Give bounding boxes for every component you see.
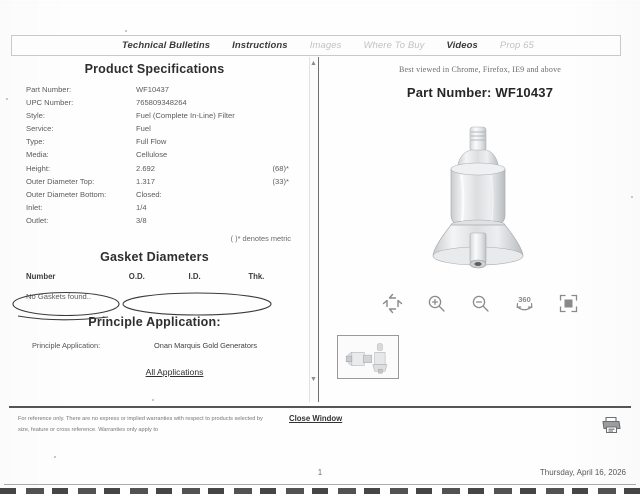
- close-window-link[interactable]: Close Window: [289, 414, 343, 423]
- spec-metric: (33)*: [272, 176, 289, 186]
- application-value[interactable]: Onan Marquis Gold Generators: [154, 341, 258, 351]
- browser-compatibility-note: Best viewed in Chrome, Firefox, IE9 and above: [398, 65, 562, 74]
- principle-application-title: Principle Application:: [88, 314, 221, 329]
- table-row: [14, 122, 295, 135]
- gasket-diameters-title: Gasket Diameters: [100, 249, 209, 264]
- table-row: [14, 96, 295, 109]
- spec-label: Outlet:: [26, 216, 49, 226]
- gasket-header-id: I.D.: [188, 271, 201, 281]
- table-row: [14, 215, 295, 228]
- printer-icon[interactable]: [600, 415, 622, 435]
- tab-instructions[interactable]: Instructions: [232, 40, 288, 51]
- image-viewer-pane: [320, 57, 640, 402]
- fullscreen-icon[interactable]: [557, 292, 579, 314]
- spec-label: Part Number:: [26, 84, 72, 94]
- tab-images[interactable]: Images: [309, 40, 342, 51]
- spec-label: Outer Diameter Top:: [26, 176, 95, 186]
- application-row: [14, 337, 295, 355]
- date-timestamp: Thursday, April 16, 2026: [539, 468, 626, 477]
- spec-metric: [254, 149, 295, 162]
- spec-label: UPC Number:: [26, 97, 74, 107]
- spec-metric: (68)*: [272, 163, 289, 173]
- scroll-up-icon[interactable]: ▲: [310, 60, 317, 67]
- table-row: [14, 162, 295, 175]
- spec-metric: [254, 96, 295, 109]
- image-viewer-toolbar: [320, 292, 640, 314]
- zoom-in-icon[interactable]: [425, 292, 447, 314]
- gasket-header-number: Number: [26, 271, 56, 281]
- spec-value: 2.692: [136, 163, 156, 173]
- tab-technical-bulletins[interactable]: Technical Bulletins: [122, 40, 211, 51]
- page-number: 1: [317, 468, 323, 477]
- spec-label: Inlet:: [26, 203, 43, 212]
- product-image[interactable]: [421, 125, 539, 275]
- part-number-heading: Part Number: WF10437: [406, 85, 554, 100]
- footer-divider: [9, 406, 631, 408]
- bottom-rule: [4, 484, 636, 485]
- thumbnail-item[interactable]: [337, 335, 399, 379]
- spec-metric: [254, 201, 295, 214]
- metric-denotation-note: ( )* denotes metric: [230, 233, 291, 243]
- spec-metric: [254, 188, 295, 201]
- spec-value: 1/4: [136, 203, 147, 212]
- spec-label: Service:: [26, 124, 54, 134]
- spec-label: Outer Diameter Bottom:: [26, 189, 107, 199]
- spec-value: 765809348264: [136, 97, 187, 107]
- spec-metric: [254, 109, 295, 122]
- table-row: [14, 201, 295, 214]
- spec-value: Cellulose: [136, 150, 168, 160]
- spec-value: Fuel: [136, 124, 151, 134]
- spec-value: WF10437: [136, 84, 169, 94]
- pane-divider: [318, 57, 319, 402]
- spec-metric: [254, 136, 295, 149]
- scan-streak: [0, 2, 640, 3]
- table-row: [14, 109, 295, 122]
- table-row: [14, 149, 295, 162]
- spec-value: 1.317: [136, 176, 156, 186]
- gasket-empty-message: No Gaskets found..: [26, 291, 92, 301]
- product-specifications-title: Product Specifications: [84, 62, 225, 76]
- tab-prop-65[interactable]: Prop 65: [499, 40, 534, 51]
- spec-value: Closed:: [136, 189, 162, 199]
- tab-videos[interactable]: Videos: [446, 40, 478, 51]
- rotate-360-icon[interactable]: [513, 292, 535, 314]
- pan-arrows-icon[interactable]: [381, 292, 403, 314]
- scroll-down-icon[interactable]: ▼: [310, 376, 317, 383]
- spec-metric: [254, 83, 295, 96]
- scan-speck: [54, 456, 56, 458]
- spec-label: Type:: [26, 137, 45, 147]
- all-applications-label: All Applications: [145, 366, 204, 377]
- gasket-header-od: O.D.: [128, 271, 145, 281]
- spec-value: Fuel (Complete In-Line) Filter: [136, 110, 235, 120]
- table-row: [14, 188, 295, 201]
- application-label: Principle Application:: [32, 341, 101, 351]
- spec-label: Height:: [26, 163, 51, 173]
- spec-metric: [254, 215, 295, 228]
- tab-where-to-buy[interactable]: Where To Buy: [363, 40, 425, 51]
- table-row: [14, 136, 295, 149]
- zoom-out-icon[interactable]: [469, 292, 491, 314]
- disclaimer-text: For reference only. There are no express or implied warranties with respect to products selected by size, feature or cross reference. Warranties only apply to: [18, 416, 263, 433]
- scan-speck: [125, 30, 127, 32]
- content-scrollbar[interactable]: [309, 57, 318, 402]
- specifications-pane: [0, 57, 309, 402]
- table-row: [14, 83, 295, 96]
- spec-value: 3/8: [136, 216, 147, 226]
- spec-metric: [254, 122, 295, 135]
- spec-label: Style:: [26, 110, 45, 120]
- svg-text:360: 360: [517, 294, 531, 304]
- gasket-table-header: [14, 272, 295, 281]
- all-applications-link[interactable]: [54, 362, 295, 380]
- content-tab-bar: [11, 35, 621, 56]
- spec-value: Full Flow: [136, 137, 167, 147]
- scan-edge-artifact: [0, 488, 640, 494]
- gasket-header-thk: Thk.: [248, 271, 265, 281]
- table-row: [14, 175, 295, 188]
- spec-label: Media:: [26, 150, 49, 160]
- specifications-table: [14, 83, 295, 228]
